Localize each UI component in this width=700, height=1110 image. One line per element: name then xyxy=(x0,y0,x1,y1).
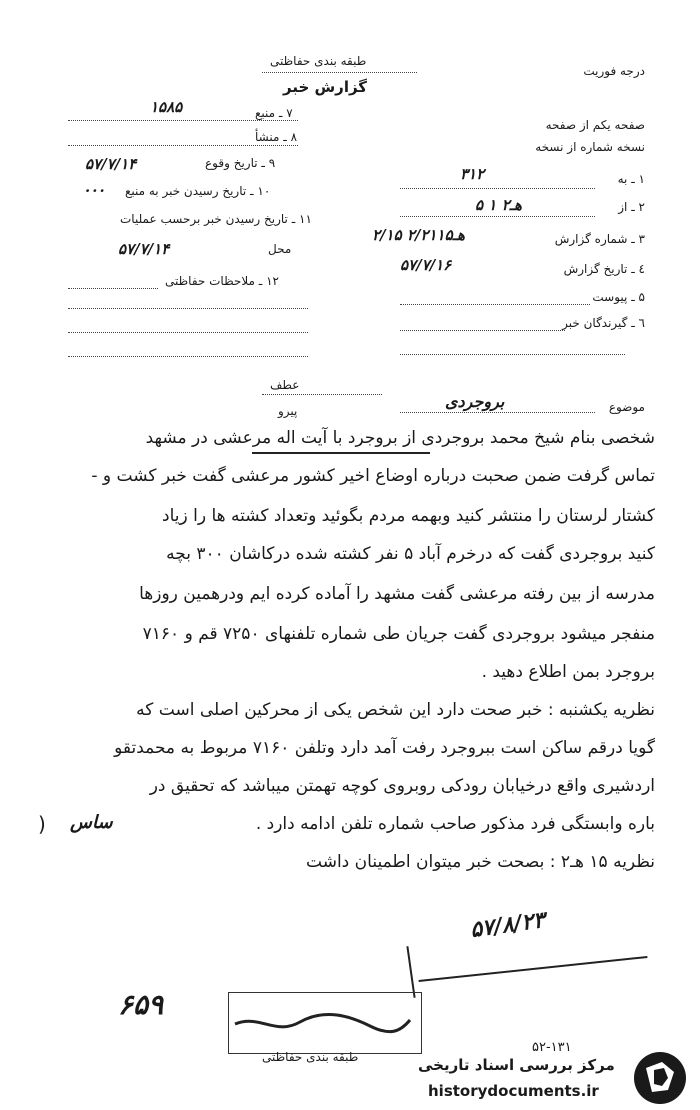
body-line-3: کشتار لرستان را منتشر کنید وبهمه مردم بگوئید وتعداد کشته ها را زیاد xyxy=(162,506,655,526)
field-num: ٤ xyxy=(638,262,645,276)
field-report-number-label: ۳ ـ شماره گزارش xyxy=(554,232,645,246)
field-label: منبع xyxy=(255,106,276,120)
field-line xyxy=(400,188,595,189)
field-line xyxy=(400,330,565,331)
opinion-line-4: باره وابستگی فرد مذکور صاحب شماره تلفن ادامه دارد . xyxy=(255,814,655,834)
field-to-value: ۳۱۲ xyxy=(460,165,485,183)
paren-mark: ) xyxy=(38,812,46,836)
field-occurrence-date-label: ۹ ـ تاریخ وقوع xyxy=(205,156,276,170)
field-origin-label: ۸ ـ منشأ xyxy=(255,130,298,144)
field-num: ۵ xyxy=(638,290,645,304)
peyro-label: پیرو xyxy=(278,404,298,418)
field-line xyxy=(400,354,625,355)
body-line-5: مدرسه از بین رفته مرعشی گفت مشهد را آماده کرده ایم ودرهمین روزها xyxy=(139,584,655,604)
report-title: گزارش خبر xyxy=(283,78,368,96)
field-label: تاریخ گزارش xyxy=(563,262,628,276)
copy-label: نسخه شماره از نسخه xyxy=(535,140,645,154)
body-line-2: تماس گرفت ضمن صحبت درباره اوضاع اخیر کشور مرعشی گفت خبر کشت و - xyxy=(91,466,655,486)
subject-line xyxy=(400,412,595,413)
field-num: ۲ xyxy=(638,200,645,214)
website: historydocuments.ir xyxy=(428,1082,599,1100)
field-line xyxy=(68,288,158,289)
field-from-label: ۲ ـ از xyxy=(618,200,645,214)
field-report-number-value: ۲/۱۵ هـ۲/۲۱۱۵ xyxy=(372,226,465,244)
field-label: منشأ xyxy=(255,130,280,144)
body-line-1: شخصی بنام شیخ محمد بروجردی از بروجرد با آیت اله مرعشی در مشهد xyxy=(145,428,655,448)
classification-label: طبقه بندی حفاظتی xyxy=(270,54,367,68)
field-num: ۱۱ xyxy=(299,212,312,226)
stamp-border xyxy=(419,956,648,982)
body-line-4: کنید بروجردی گفت که درخرم آباد ۵ نفر کشته شده درکاشان ۳۰۰ بچه xyxy=(166,544,655,564)
opinion-line-5: نظریه ۱۵ هـ۲ : بصحت خبر میتوان اطمینان داشت xyxy=(306,852,655,872)
field-line xyxy=(68,145,298,146)
field-report-date-value: ۵۷/۷/۱۶ xyxy=(400,256,452,274)
field-num: ۹ xyxy=(268,156,276,170)
urgency-label: درجه فوریت xyxy=(583,64,645,78)
bottom-classification-label: طبقه بندی حفاظتی xyxy=(262,1050,359,1064)
field-arrival-date-label: ۱۰ ـ تاریخ رسیدن خبر به منبع xyxy=(125,184,271,198)
atf-line xyxy=(262,394,382,395)
field-label: پیوست xyxy=(592,290,628,304)
field-line xyxy=(400,304,590,305)
field-line xyxy=(400,216,595,217)
field-num: ۷ xyxy=(286,106,293,120)
field-operations-date-label: ۱۱ ـ تاریخ رسیدن خبر برحسب عملیات xyxy=(120,212,312,226)
stamp-date: ۵۷/۸/۲۳ xyxy=(468,906,547,944)
field-num: ۱۲ xyxy=(266,274,279,288)
field-report-date-label: ٤ ـ تاریخ گزارش xyxy=(563,262,645,276)
field-label: از xyxy=(618,200,628,214)
classification-line xyxy=(262,72,417,73)
field-place-value: ۵۷/۷/۱۴ xyxy=(118,240,170,258)
subject-label: موضوع xyxy=(608,400,645,414)
field-num: ۱ xyxy=(638,172,645,186)
field-from-value: ۵ ۱ هـ۲ xyxy=(475,196,522,214)
field-num: ۳ xyxy=(638,232,645,246)
field-place-label: محل xyxy=(268,242,292,256)
field-source-label: ۷ ـ منبع xyxy=(255,106,293,120)
field-occurrence-date-value: ۵۷/۷/۱۴ xyxy=(85,155,137,173)
field-arrival-date-value: ... xyxy=(85,178,107,196)
stamp-border xyxy=(406,946,415,998)
field-recipients-label: ٦ ـ گیرندگان خبر xyxy=(562,316,645,330)
atf-label: عطف xyxy=(270,378,300,392)
field-label: تاریخ رسیدن خبر به منبع xyxy=(125,184,247,198)
field-line xyxy=(68,308,308,309)
field-label: شماره گزارش xyxy=(554,232,628,246)
org-logo-icon xyxy=(632,1050,688,1106)
field-security-notes-label: ۱۲ ـ ملاحظات حفاظتی xyxy=(165,274,279,288)
field-label: تاریخ رسیدن خبر برحسب عملیات xyxy=(120,212,288,226)
handwritten-initials: ساس xyxy=(70,812,113,833)
org-name: مرکز بررسی اسناد تاریخی xyxy=(418,1056,615,1074)
field-line xyxy=(68,356,308,357)
page-label: صفحه یکم از صفحه xyxy=(545,118,645,132)
opinion-line-3: اردشیری واقع درخیابان رودکی روبروی کوچه تهمتن میباشد که تحقیق در xyxy=(149,776,655,796)
field-num: ۱۰ xyxy=(257,184,271,198)
field-num: ۸ xyxy=(290,130,298,144)
field-label: تاریخ وقوع xyxy=(205,156,258,170)
field-label: گیرندگان خبر xyxy=(562,316,628,330)
subject-value: بروجردی xyxy=(445,392,505,411)
document-code: ۵۲-۱۳۱ xyxy=(532,1040,572,1055)
field-label: به xyxy=(617,172,628,186)
body-line-6: منفجر میشود بروجردی گفت جریان طی شماره تلفنهای ۷۲۵۰ قم و ۷۱۶۰ xyxy=(142,624,655,644)
field-label: ملاحظات حفاظتی xyxy=(165,274,255,288)
underline-mark xyxy=(252,452,430,454)
scribble-mark xyxy=(230,1010,415,1038)
handwritten-page-number: ۶۵۹ xyxy=(118,988,164,1021)
field-line xyxy=(68,332,308,333)
opinion-line-2: گویا درقم ساکن است ببروجرد رفت آمد دارد وتلفن ۷۱۶۰ مربوط به محمدتقو xyxy=(114,738,655,758)
field-attachment-label: ۵ ـ پیوست xyxy=(592,290,645,304)
body-line-7: بروجرد بمن اطلاع دهید . xyxy=(481,662,655,682)
opinion-line-1: نظریه یکشنبه : خبر صحت دارد این شخص یکی از محرکین اصلی است که xyxy=(136,700,655,720)
field-to-label: ۱ ـ به xyxy=(617,172,645,186)
field-source-value: ۱۵۸۵ xyxy=(150,98,183,116)
field-line xyxy=(68,120,298,121)
field-num: ٦ xyxy=(638,316,645,330)
